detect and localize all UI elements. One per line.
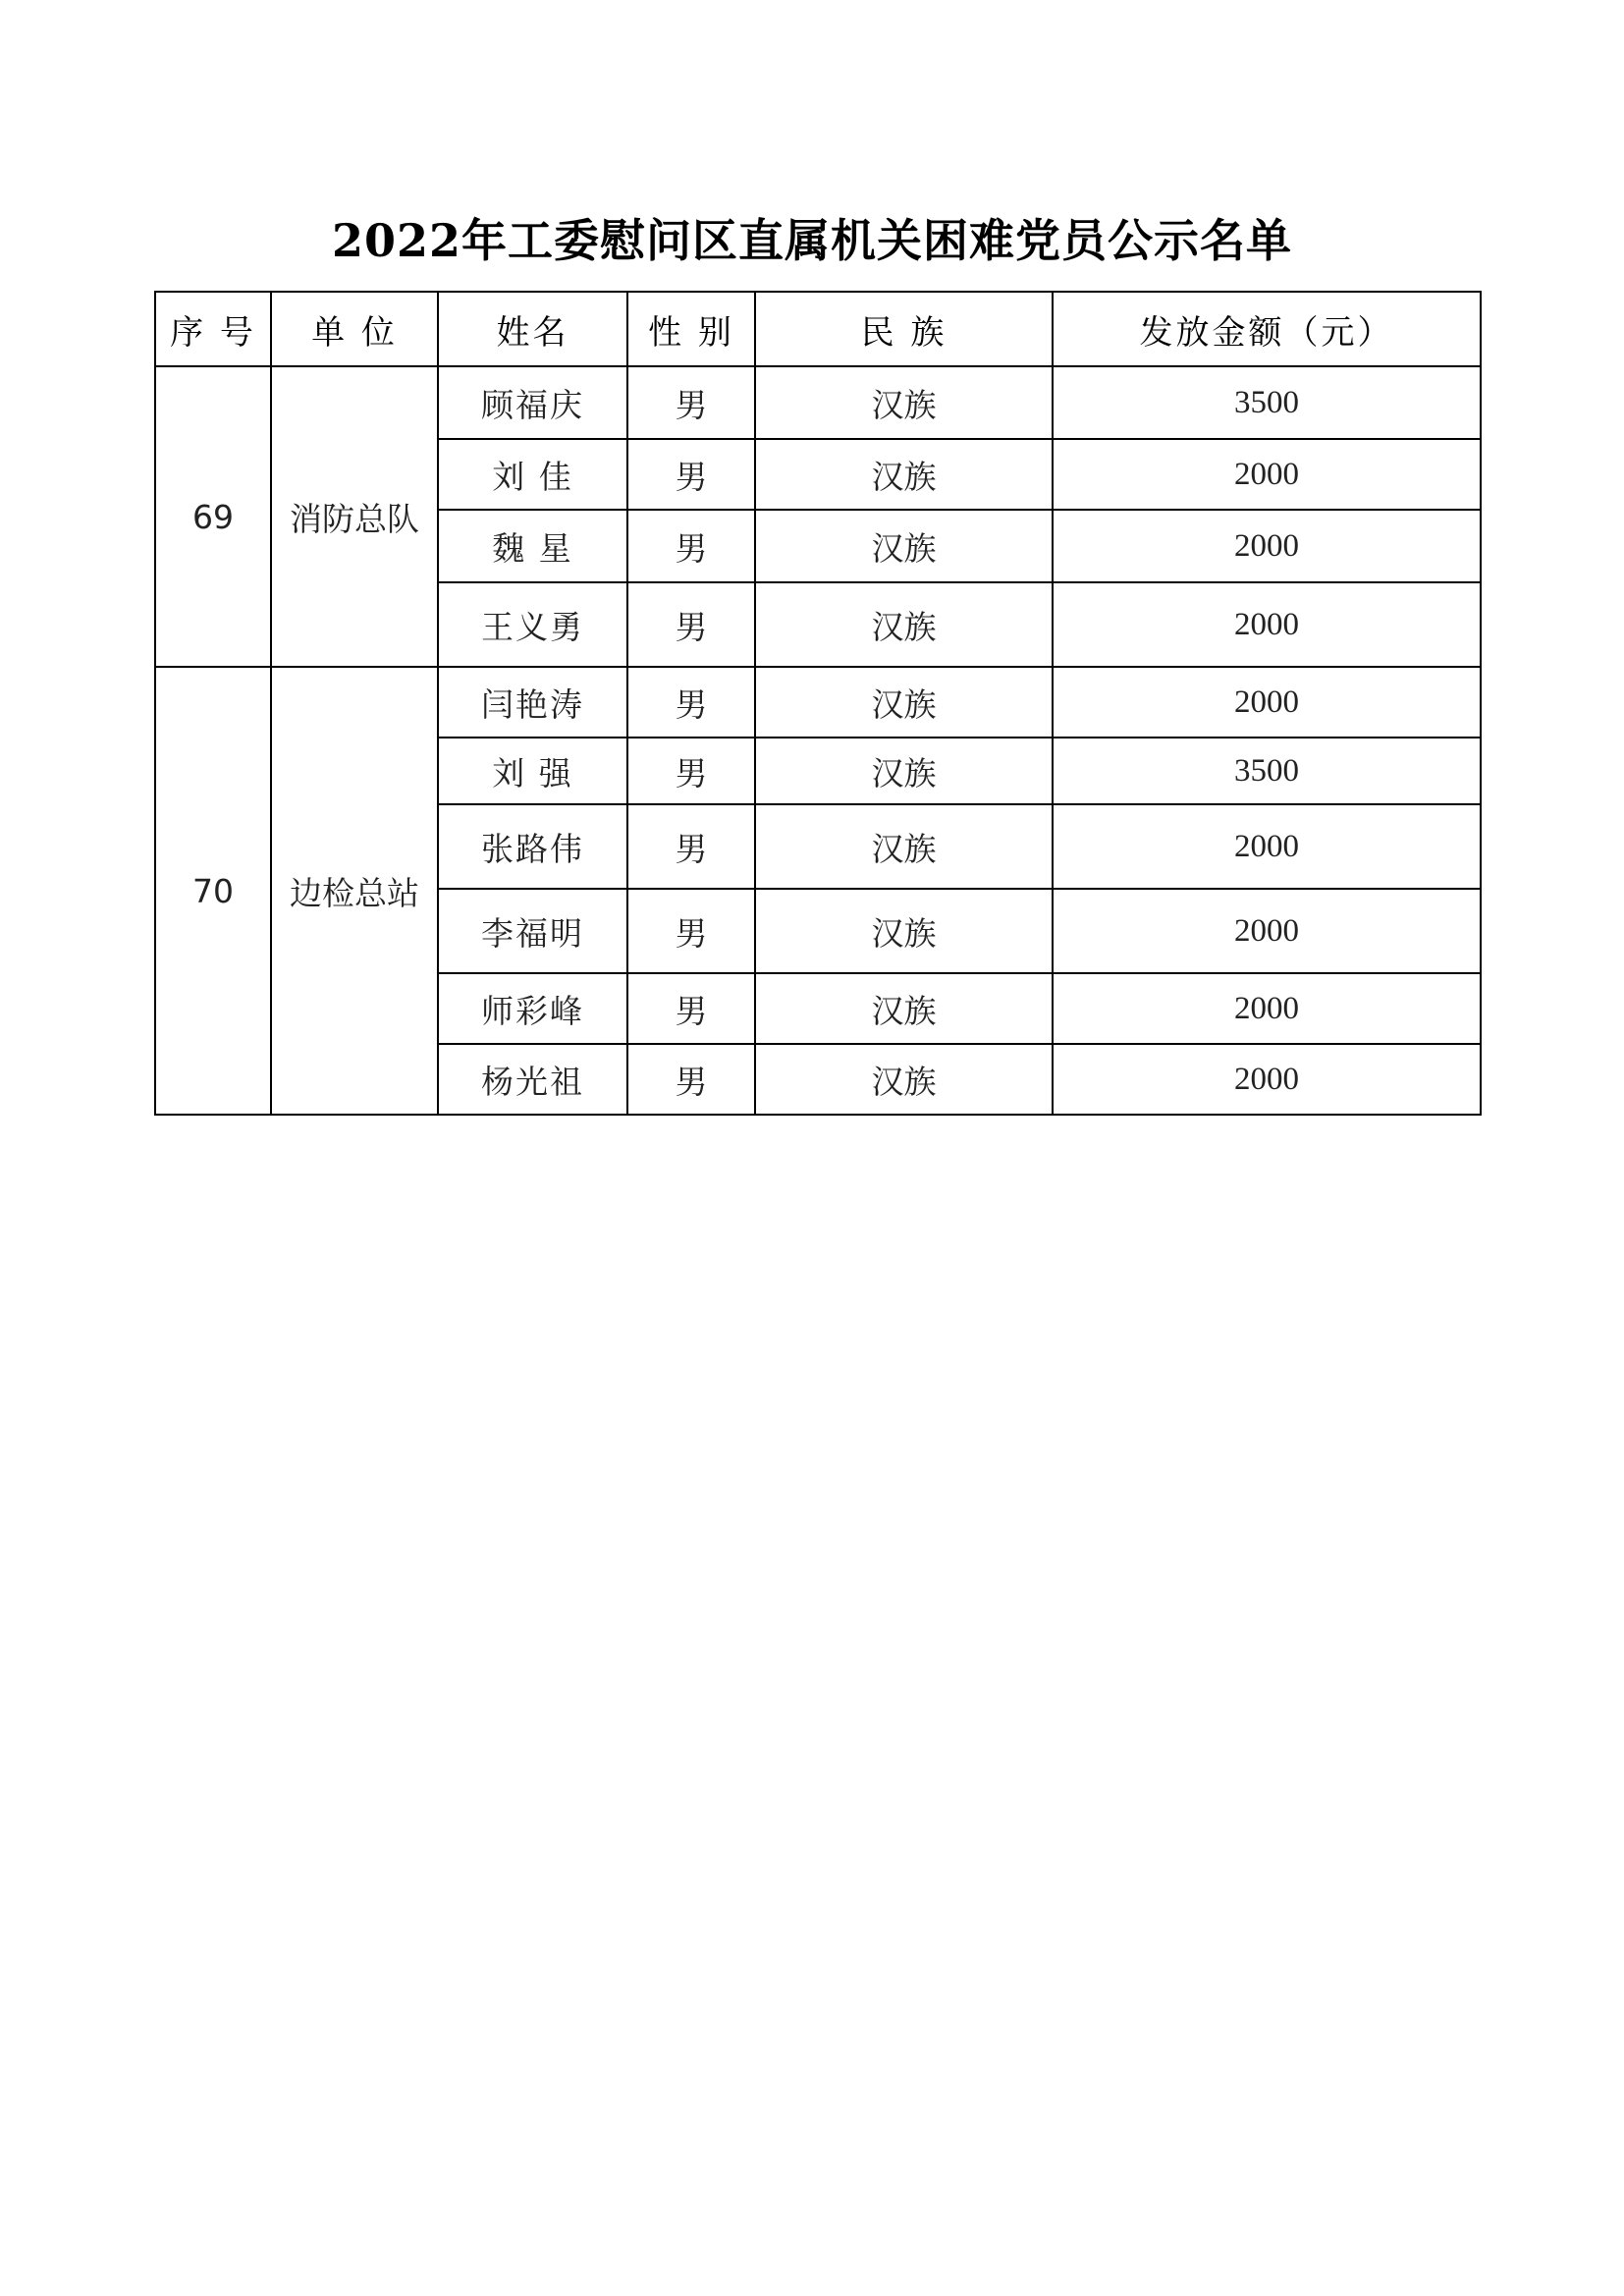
- member-amount: 2000: [1053, 582, 1481, 667]
- member-amount: 2000: [1053, 889, 1481, 973]
- table-header-row: [155, 292, 1481, 366]
- member-gender: 男: [627, 366, 755, 439]
- member-ethnicity: 汉族: [755, 1044, 1053, 1115]
- group-unit: 消防总队: [271, 366, 438, 667]
- member-gender: 男: [627, 804, 755, 889]
- member-name: 刘 强: [438, 738, 627, 804]
- header-gender: 性 别: [627, 292, 755, 366]
- member-gender: 男: [627, 889, 755, 973]
- member-amount: 2000: [1053, 1044, 1481, 1115]
- header-amount: 发放金额（元）: [1053, 292, 1481, 366]
- member-ethnicity: 汉族: [755, 510, 1053, 582]
- member-amount: 2000: [1053, 439, 1481, 510]
- member-gender: 男: [627, 439, 755, 510]
- member-name: 杨光祖: [438, 1044, 627, 1115]
- member-ethnicity: 汉族: [755, 582, 1053, 667]
- member-ethnicity: 汉族: [755, 889, 1053, 973]
- member-gender: 男: [627, 973, 755, 1044]
- member-ethnicity: 汉族: [755, 804, 1053, 889]
- member-name: 师彩峰: [438, 973, 627, 1044]
- table-row: [155, 366, 1481, 439]
- member-amount: 2000: [1053, 973, 1481, 1044]
- member-name: 顾福庆: [438, 366, 627, 439]
- member-ethnicity: 汉族: [755, 973, 1053, 1044]
- header-name: 姓名: [438, 292, 627, 366]
- roster-table: [154, 291, 1482, 1116]
- group-seq: 70: [155, 667, 271, 1115]
- document-title: 2022年工委慰问区直属机关困难党员公示名单: [331, 214, 1293, 267]
- member-ethnicity: 汉族: [755, 366, 1053, 439]
- member-name: 魏 星: [438, 510, 627, 582]
- member-name: 刘 佳: [438, 439, 627, 510]
- header-seq: 序 号: [155, 292, 271, 366]
- member-ethnicity: 汉族: [755, 667, 1053, 738]
- member-name: 李福明: [438, 889, 627, 973]
- member-amount: 2000: [1053, 667, 1481, 738]
- member-gender: 男: [627, 582, 755, 667]
- header-ethnicity: 民 族: [755, 292, 1053, 366]
- member-ethnicity: 汉族: [755, 439, 1053, 510]
- member-name: 闫艳涛: [438, 667, 627, 738]
- member-ethnicity: 汉族: [755, 738, 1053, 804]
- member-gender: 男: [627, 667, 755, 738]
- member-name: 王义勇: [438, 582, 627, 667]
- member-amount: 3500: [1053, 738, 1481, 804]
- table-row: [155, 667, 1481, 738]
- member-amount: 3500: [1053, 366, 1481, 439]
- member-amount: 2000: [1053, 510, 1481, 582]
- member-gender: 男: [627, 1044, 755, 1115]
- member-gender: 男: [627, 510, 755, 582]
- header-unit: 单 位: [271, 292, 438, 366]
- member-name: 张路伟: [438, 804, 627, 889]
- member-gender: 男: [627, 738, 755, 804]
- member-amount: 2000: [1053, 804, 1481, 889]
- group-unit: 边检总站: [271, 667, 438, 1115]
- group-seq: 69: [155, 366, 271, 667]
